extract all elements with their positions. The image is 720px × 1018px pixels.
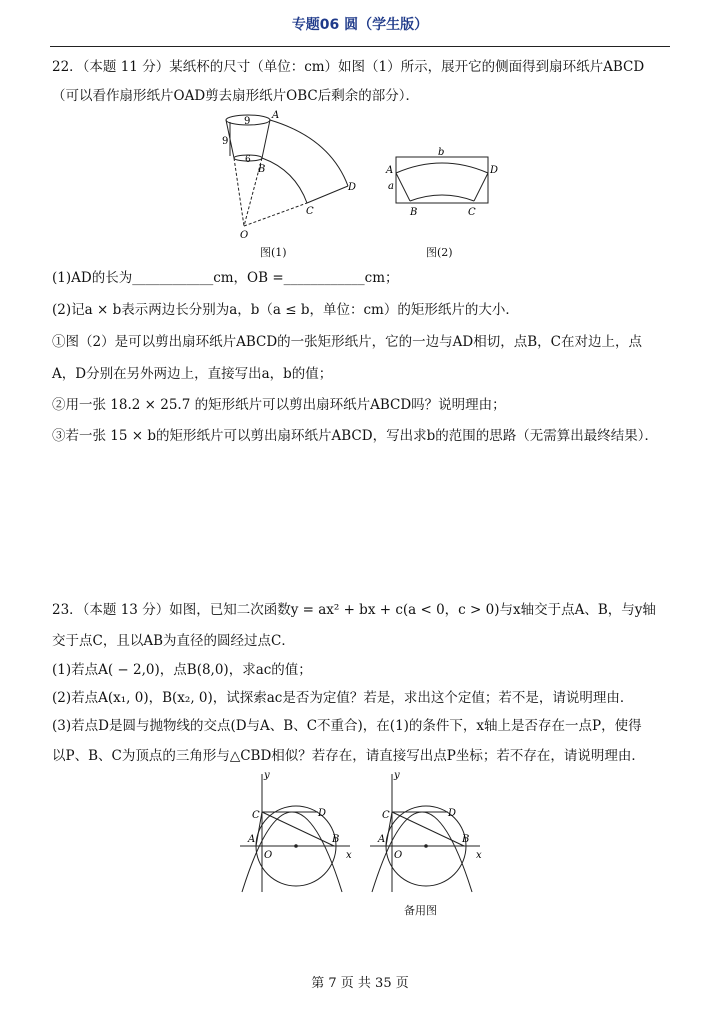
q23-line1: 23．（本题 13 分）如图，已知二次函数y = ax² + bx + c(a < 0，c > 0)与x轴交于点A、B，与y轴 bbox=[52, 602, 656, 618]
fig1-point-A: A bbox=[272, 110, 280, 121]
figR-point-B: B bbox=[462, 834, 470, 845]
page-header-title: 专题06 圆（学生版） bbox=[291, 17, 429, 33]
figR-point-D: D bbox=[448, 808, 457, 819]
fig2-label-b: b bbox=[438, 147, 445, 158]
fig1-point-O: O bbox=[240, 230, 249, 241]
fig2-label-a: a bbox=[388, 181, 394, 192]
figL-axis-x: x bbox=[346, 850, 352, 861]
q23-line2: 交于点C，且以AB为直径的圆经过点C． bbox=[52, 633, 295, 649]
q23-figure-right bbox=[366, 768, 486, 896]
q22-figure-1 bbox=[200, 108, 370, 243]
fig2-caption: 图(2) bbox=[426, 246, 453, 259]
q23-part1: (1)若点A( − 2,0)，点B(8,0)，求ac的值； bbox=[52, 662, 312, 678]
q23-figure-left bbox=[236, 768, 356, 896]
figR-point-A: A bbox=[378, 834, 386, 845]
header-divider bbox=[50, 46, 670, 47]
fig2-point-C: C bbox=[468, 207, 476, 218]
figR-axis-y: y bbox=[394, 770, 400, 781]
fig1-label-bottom: 6 bbox=[245, 155, 251, 165]
figL-point-O: O bbox=[264, 850, 273, 861]
fig2-point-D: D bbox=[490, 165, 499, 176]
fig2-point-B: B bbox=[410, 207, 418, 218]
q23-part2: (2)若点A(x₁, 0)，B(x₂, 0)，试探索ac是否为定值？若是，求出这个定值；若不是，请说明理由． bbox=[52, 690, 634, 706]
figR-caption: 备用图 bbox=[404, 904, 437, 917]
q22-figure-2 bbox=[380, 145, 500, 220]
fig1-caption: 图(1) bbox=[260, 246, 287, 259]
fig1-point-B: B bbox=[258, 164, 266, 175]
q22-line2: （可以看作扇形纸片OAD剪去扇形纸片OBC后剩余的部分）． bbox=[52, 88, 419, 104]
fig1-point-D: D bbox=[348, 182, 357, 193]
fig2-point-A: A bbox=[386, 165, 394, 176]
q23-part3b: 以P、B、C为顶点的三角形与△CBD相似？若存在，请直接写出点P坐标；若不存在，请说明理由． bbox=[52, 748, 645, 764]
fig1-point-C: C bbox=[306, 206, 314, 217]
q23-part3a: (3)若点D是圆与抛物线的交点(D与A、B、C不重合)，在(1)的条件下，x轴上是否存在一点P，使得 bbox=[52, 718, 642, 734]
fig1-label-top: 9 bbox=[244, 116, 251, 127]
figL-point-D: D bbox=[318, 808, 327, 819]
figL-point-C: C bbox=[252, 810, 260, 821]
q22-part3a: ①图（2）是可以剪出扇环纸片ABCD的一张矩形纸片，它的一边与AD相切，点B，C在对边上，点 bbox=[52, 334, 642, 350]
figR-point-O: O bbox=[394, 850, 403, 861]
q22-part1: (1)AD的长为____________cm，OB =____________cm； bbox=[52, 270, 399, 286]
q22-part2: (2)记a × b表示两边长分别为a，b（a ≤ b，单位：cm）的矩形纸片的大小． bbox=[52, 302, 519, 318]
fig1-label-side: 9 bbox=[222, 136, 229, 147]
q22-line1: 22．（本题 11 分）某纸杯的尺寸（单位：cm）如图（1）所示，展开它的侧面得到扇环纸片ABCD bbox=[52, 59, 645, 75]
page-footer: 第 7 页 共 35 页 bbox=[311, 976, 409, 991]
figL-point-B: B bbox=[332, 834, 340, 845]
figL-point-A: A bbox=[248, 834, 256, 845]
figR-axis-x: x bbox=[476, 850, 482, 861]
figR-point-C: C bbox=[382, 810, 390, 821]
q22-part3b: A，D分别在另外两边上，直接写出a，b的值； bbox=[52, 366, 333, 382]
figL-axis-y: y bbox=[264, 770, 270, 781]
q22-part4: ②用一张 18.2 × 25.7 的矩形纸片可以剪出扇环纸片ABCD吗？说明理由； bbox=[52, 397, 506, 413]
q22-part5: ③若一张 15 × b的矩形纸片可以剪出扇环纸片ABCD，写出求b的范围的思路（无需算出最终结果）． bbox=[52, 428, 658, 444]
